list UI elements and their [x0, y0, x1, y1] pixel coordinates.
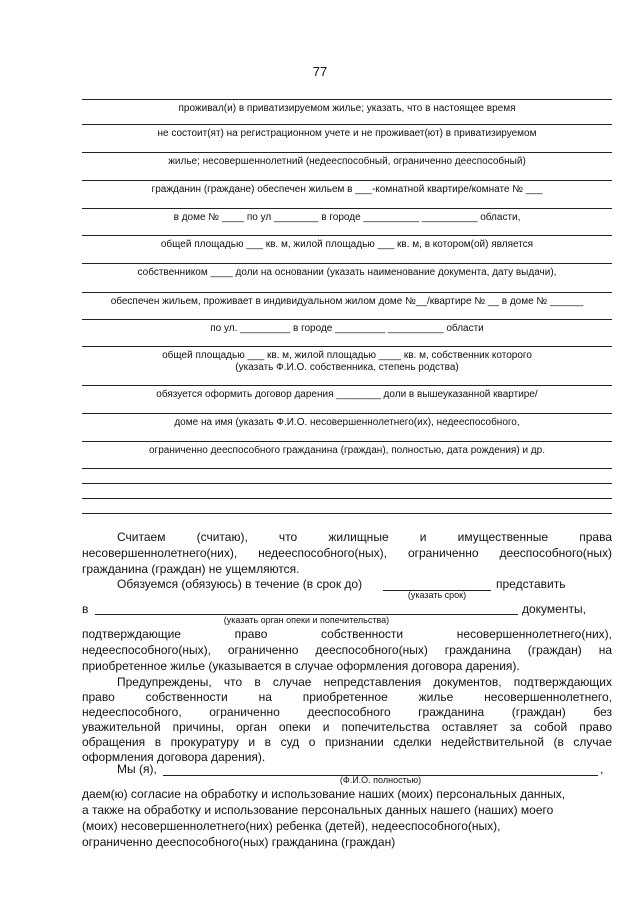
form-line: в доме № ____ по ул ________ в городе __________ __________ области,	[173, 212, 521, 223]
form-rule	[82, 483, 612, 484]
form-line: жилье; несовершеннолетний (недееспособный, ограниченно дееспособный)	[168, 156, 526, 167]
form-line: обязуется оформить договор дарения ________ доли в вышеуказанной квартире/	[156, 389, 538, 400]
paragraph-4-line: даем(ю) согласие на обработку и использование наших (моих) персональных данных,	[82, 787, 566, 801]
paragraph-3-line: обращения в прокуратуру и в суд о признании сделки недействительной (в случае	[82, 735, 612, 749]
form-line: собственником ____ доли на основании (указать наименование документа, дату выдачи),	[137, 267, 557, 278]
form-line: ограниченно дееспособного гражданина (граждан), полностью, дата рождения) и др.	[149, 445, 545, 456]
present-text: представить	[496, 577, 566, 591]
form-line: общей площадью ___ кв. м, жилой площадью ___ кв. м, в котором(ой) является	[160, 239, 534, 250]
form-line: не состоит(ят) на регистрационном учете и не проживает(ют) в приватизируемом	[157, 128, 537, 139]
paragraph-2-line: приобретенное жилье (указывается в случае оформления договора дарения).	[82, 659, 520, 673]
paragraph-3-line: недееспособного, ограниченно дееспособного гражданина (граждан) без	[82, 705, 612, 719]
form-rule	[82, 208, 612, 209]
form-rule	[82, 319, 612, 320]
form-rule	[82, 513, 612, 514]
prefix-v: в	[82, 602, 89, 616]
paragraph-2-line: подтверждающие право собственности несовершеннолетнего(них),	[82, 627, 612, 641]
form-rule	[82, 263, 612, 264]
paragraph-4-line: (моих) несовершеннолетнего(них) ребенка (детей), недееспособного(ных),	[82, 819, 501, 833]
form-rule	[82, 292, 612, 293]
obligate-text: Обязуемся (обязуюсь) в течение (в срок до)	[117, 577, 363, 591]
form-rule	[82, 498, 612, 499]
form-line-caption: (указать Ф.И.О. собственника, степень родства)	[235, 362, 459, 373]
form-rule	[82, 385, 612, 386]
paragraph-1-line: Считаем (считаю), что жилищные и имущественные права	[117, 530, 612, 544]
form-line: проживал(и) в приватизируемом жилье; указать, что в настоящее время	[178, 103, 516, 114]
paragraph-4-line: а также на обработку и использование персональных данных нашего (наших) моего	[82, 803, 554, 817]
form-rule	[82, 99, 612, 100]
paragraph-4-line: ограниченно дееспособного(ных) гражданина (граждан)	[82, 835, 396, 849]
paragraph-2-line: недееспособного(ных), ограниченно дееспособного(ных) гражданина (граждан) на	[82, 643, 612, 657]
page-number: 77	[312, 64, 328, 79]
form-rule	[82, 180, 612, 181]
paragraph-1-line: несовершеннолетнего(них), недееспособного(ных), ограниченно дееспособного(ных)	[82, 546, 612, 560]
form-rule	[82, 124, 612, 125]
documents-text: документы,	[522, 602, 586, 616]
form-line: общей площадью ___ кв. м, жилой площадью ____ кв. м, собственник которого	[162, 350, 532, 361]
term-caption: (указать срок)	[407, 590, 467, 600]
form-rule	[82, 235, 612, 236]
fio-caption: (Ф.И.О. полностью)	[339, 775, 422, 785]
paragraph-3-line: право собственности на приобретенное жилье несовершеннолетнего,	[82, 690, 612, 704]
paragraph-3-line: Предупреждены, что в случае непредставления документов, подтверждающих	[117, 675, 612, 689]
form-rule	[82, 413, 612, 414]
form-rule	[82, 152, 612, 153]
form-line: доме на имя (указать Ф.И.О. несовершеннолетнего(их), недееспособного,	[174, 417, 520, 428]
organ-caption: (указать орган опеки и попечительства)	[223, 615, 390, 625]
form-line: по ул. _________ в городе _________ __________ области	[210, 323, 484, 334]
form-line: гражданин (граждане) обеспечен жильем в ___-комнатной квартире/комнате № ___	[151, 184, 543, 195]
form-rule	[82, 346, 612, 347]
paragraph-3-line: оформления договора дарения).	[82, 750, 266, 764]
paragraph-3-line: уважительной причины, орган опеки и попечительства оставляет за собой право	[82, 720, 612, 734]
paragraph-1-line: гражданина (граждан) не ущемляются.	[82, 562, 300, 576]
form-line: обеспечен жильем, проживает в индивидуальном жилом доме №__/квартире № __ в доме № ______	[110, 296, 584, 307]
we-text: Мы (я),	[117, 762, 157, 776]
fio-comma: ,	[600, 762, 604, 776]
form-rule	[82, 441, 612, 442]
form-rule	[82, 468, 612, 469]
